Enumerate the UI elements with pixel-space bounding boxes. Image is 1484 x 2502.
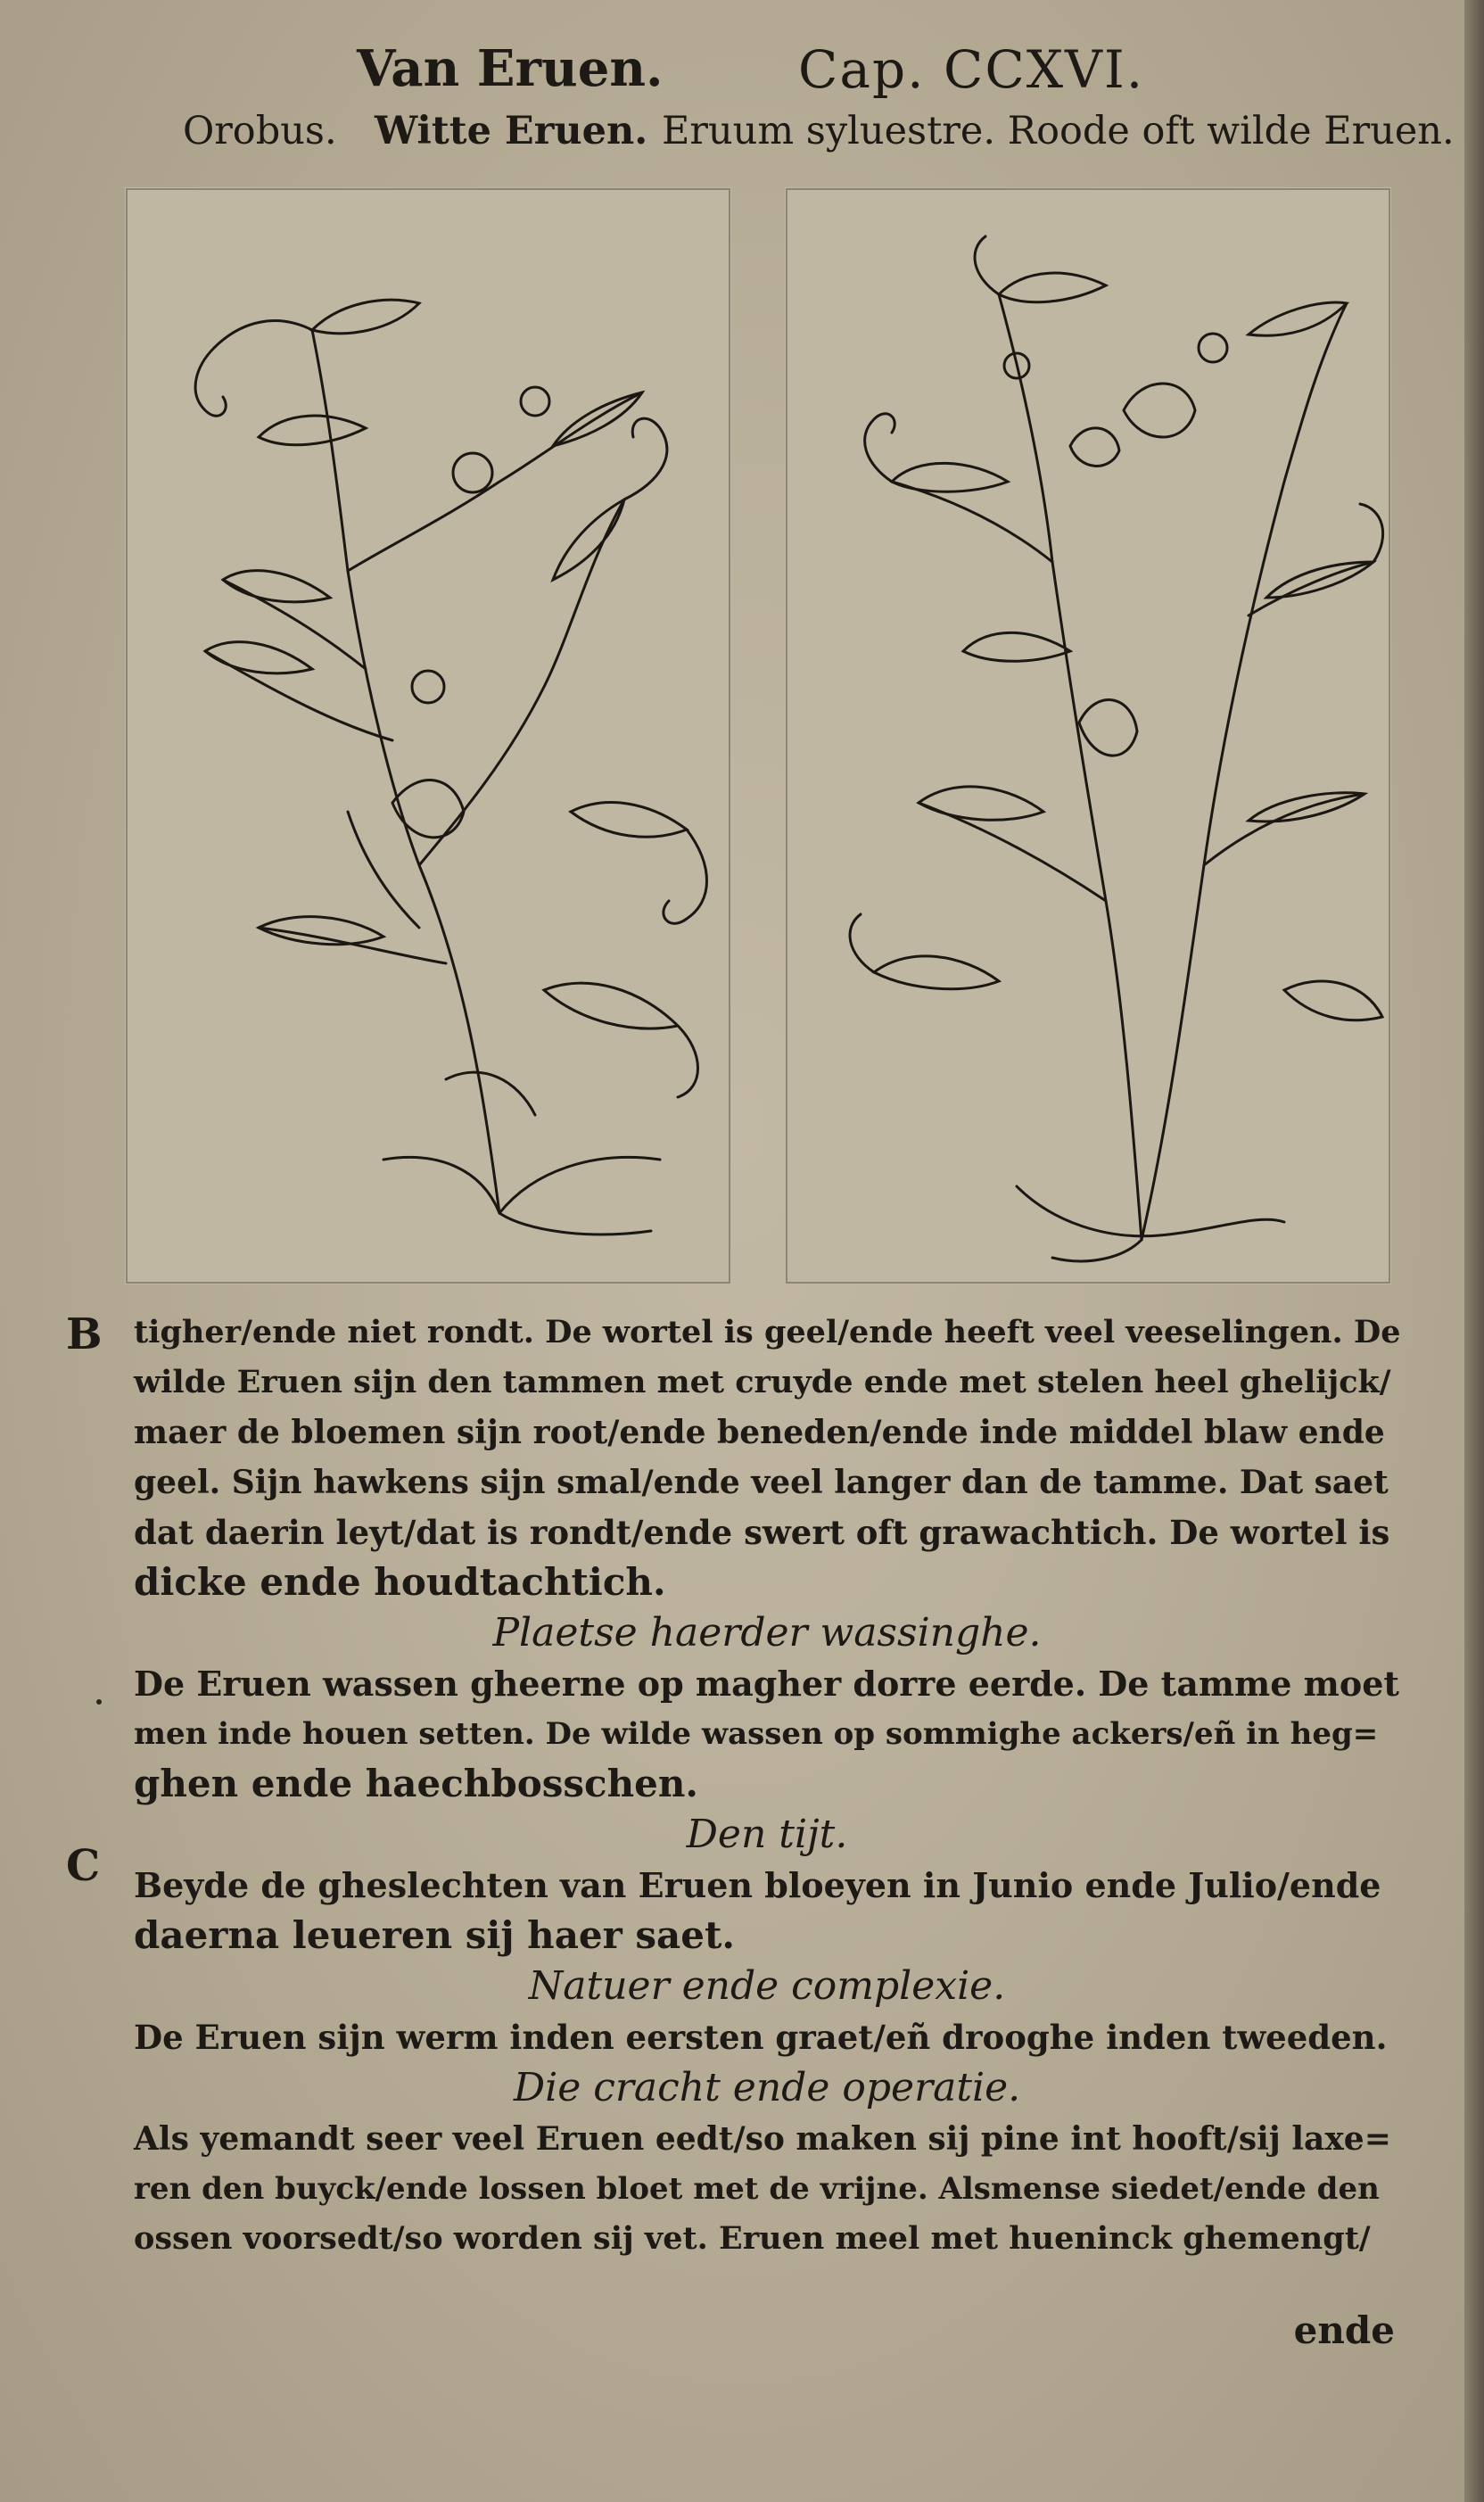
figure-captions <box>183 109 1455 168</box>
text-line: wilde Eruen sijn den tammen met cruyde ende met stelen heel ghelijck/ <box>134 1364 1391 1400</box>
woodcut-left-illustration <box>125 187 731 1284</box>
paragraph-description <box>134 1308 1400 2264</box>
heading-time: Den tijt. <box>686 1812 848 1857</box>
caption-orobus: Orobus. <box>183 109 337 153</box>
margin-letter-b: B <box>66 1309 103 1359</box>
ink-spot <box>96 1699 102 1705</box>
heading-place: Plaetse haerder wassinghe. <box>492 1610 1042 1656</box>
text-line: geel. Sijn hawkens sijn smal/ende veel langer dan de tamme. Dat saet <box>134 1464 1389 1501</box>
text-line: Als yemandt seer veel Eruen eedt/so maken sij pine int hooft/sij laxe= <box>134 2120 1391 2158</box>
woodcut-wild-pea-plant-icon <box>785 187 1391 1284</box>
heading-power: Die cracht ende operatie. <box>513 2065 1021 2110</box>
page-gutter <box>1464 0 1484 2502</box>
caption-white-peas: Witte Eruen. <box>375 109 648 153</box>
text-line: men inde houen setten. De wilde wassen op sommighe ackers/eñ in heg= <box>134 1716 1379 1752</box>
text-line: dat daerin leyt/dat is rondt/ende swert oft grawachtich. De wortel is <box>134 1513 1390 1552</box>
catchword: ende <box>1293 2308 1395 2352</box>
text-line: De Eruen sijn werm inden eersten graet/eñ drooghe inden tweeden. <box>134 2018 1388 2057</box>
text-line: De Eruen wassen gheerne op magher dorre eerde. De tamme moet <box>134 1664 1399 1704</box>
woodcut-white-pea-plant-icon <box>125 187 731 1284</box>
caption-wild-peas: Eruum syluestre. Roode oft wilde Eruen. <box>662 109 1455 153</box>
text-line: ossen voorsedt/so worden sij vet. Eruen meel met hueninck ghemengt/ <box>134 2220 1371 2257</box>
margin-letter-c: C <box>66 1841 101 1891</box>
woodcut-right-illustration <box>785 187 1391 1284</box>
heading-nature: Natuer ende complexie. <box>528 1963 1006 2009</box>
text-line: ghen ende haechbosschen. <box>134 1762 698 1805</box>
running-head-chapter: Cap. CCXVI. <box>798 39 1145 100</box>
text-line: tigher/ende niet rondt. De wortel is geel/ende heeft veel veeselingen. De <box>134 1314 1401 1350</box>
text-line: ren den buyck/ende lossen bloet met de vrijne. Alsmense siedet/ende den <box>134 2171 1380 2207</box>
running-head-title: Van Eruen. <box>357 39 664 98</box>
text-line: maer de bloemen sijn root/ende beneden/ende inde middel blaw ende <box>134 1414 1385 1451</box>
text-line: Beyde de gheslechten van Eruen bloeyen in Junio ende Julio/ende <box>134 1865 1381 1905</box>
text-line: dicke ende houdtachtich. <box>134 1560 666 1604</box>
text-line: daerna leueren sij haer saet. <box>134 1913 735 1957</box>
running-head <box>0 30 1484 102</box>
